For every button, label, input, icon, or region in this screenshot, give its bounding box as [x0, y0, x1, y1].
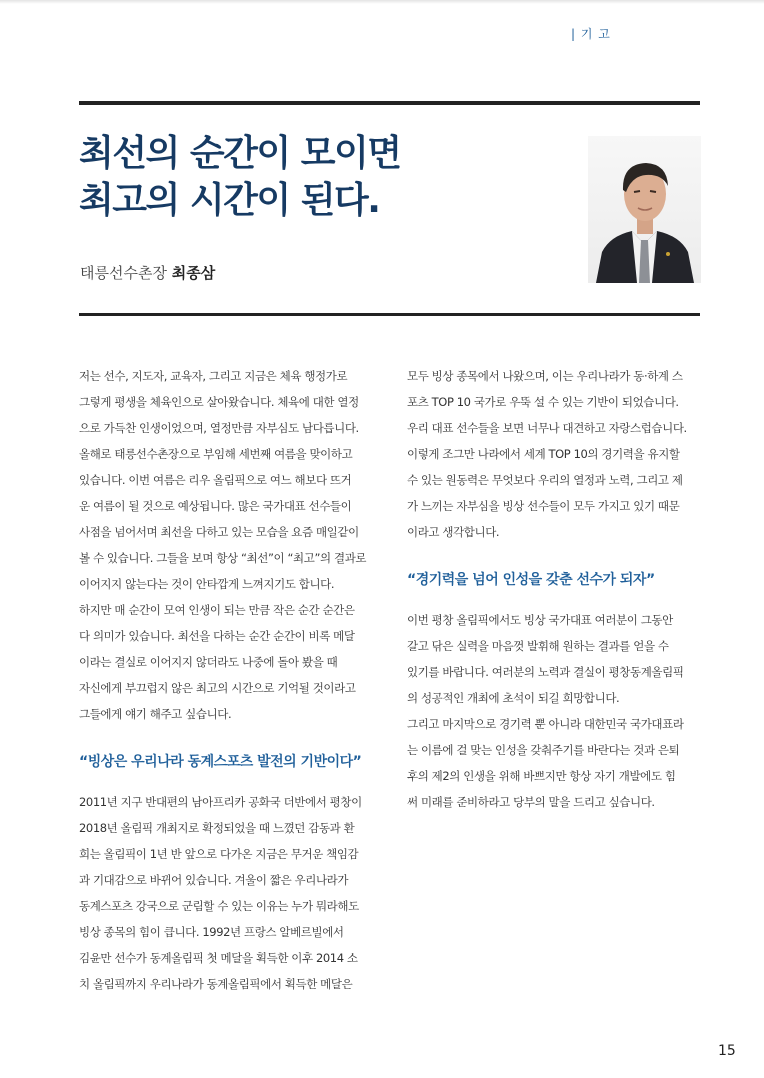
text-line: 수 있는 원동력은 무엇보다 우리의 열정과 노력, 그리고 제 — [407, 473, 683, 487]
page-top-edge — [0, 0, 764, 4]
left-subheading: “빙상은 우리나라 동계스포츠 발전의 기반이다” — [79, 754, 362, 770]
text-line: 이번 평창 올림픽에서도 빙상 국가대표 여러분이 그동안 — [407, 613, 673, 627]
text-line: 모두 빙상 종목에서 나왔으며, 이는 우리나라가 동·하계 스 — [407, 369, 683, 383]
text-line: 그리고 마지막으로 경기력 뿐 아니라 대한민국 국가대표라 — [407, 717, 684, 731]
right-subheading: “경기력을 넘어 인성을 갖춘 선수가 되자” — [407, 572, 655, 588]
right-paragraph-2 — [407, 607, 700, 815]
text-line: 올해로 태릉선수촌장으로 부임해 세번째 여름을 맞이하고 — [79, 447, 353, 461]
text-line: 볼 수 있습니다. 그들을 보며 항상 “최선”이 “최고”의 결과로 — [79, 551, 367, 565]
text-line: 이라고 생각합니다. — [407, 525, 500, 539]
text-line: 써 미래를 준비하라고 당부의 말을 드리고 싶습니다. — [407, 795, 655, 809]
text-line: 후의 제2의 인생을 위해 바쁘지만 항상 자기 개발에도 힘 — [407, 769, 676, 783]
text-line: 는 이름에 걸 맞는 인성을 갖춰주기를 바란다는 것과 은퇴 — [407, 743, 680, 757]
text-line: 갈고 닦은 실력을 마음껏 발휘해 원하는 결과를 얻을 수 — [407, 639, 669, 653]
text-line: 저는 선수, 지도자, 교육자, 그리고 지금은 체육 행정가로 — [79, 369, 348, 383]
section-tag: | 기 고 — [571, 27, 611, 41]
text-line: 그들에게 얘기 해주고 싶습니다. — [79, 707, 232, 721]
text-line: 김윤만 선수가 동계올림픽 첫 메달을 획득한 이후 2014 소 — [79, 951, 358, 965]
text-line: 2011년 지구 반대편의 남아프리카 공화국 더반에서 평창이 — [79, 795, 362, 809]
text-line: 이어지지 않는다는 것이 안타깝게 느껴지기도 합니다. — [79, 577, 335, 591]
page-number: 15 — [718, 1043, 736, 1059]
text-line: 자신에게 부끄럽지 않은 최고의 시간으로 기억될 것이라고 — [79, 681, 356, 695]
text-line: 이렇게 조그만 나라에서 세계 TOP 10의 경기력을 유지할 — [407, 447, 680, 461]
text-line: 의 성공적인 개최에 초석이 되길 희망합니다. — [407, 691, 620, 705]
text-line: 다 의미가 있습니다. 최선을 다하는 순간 순간이 비록 메달 — [79, 629, 355, 643]
text-line: 이라는 결실로 이어지지 않더라도 나중에 돌아 봤을 때 — [79, 655, 338, 669]
right-paragraph-1 — [407, 363, 700, 545]
text-line: 동계스포츠 강국으로 군림할 수 있는 이유는 누가 뭐라해도 — [79, 899, 359, 913]
title-line-2: 최고의 시간이 된다. — [79, 180, 380, 221]
byline-role: 태릉선수촌장 — [80, 264, 167, 282]
text-line: 포츠 TOP 10 국가로 우뚝 설 수 있는 기반이 되었습니다. — [407, 395, 679, 409]
text-line: 과 기대감으로 바뀌어 있습니다. 겨울이 짧은 우리나라가 — [79, 873, 349, 887]
portrait-illustration — [588, 136, 701, 283]
article-title — [79, 130, 559, 224]
text-line: 희는 올림픽이 1년 반 앞으로 다가온 지금은 무거운 책임감 — [79, 847, 359, 861]
title-top-rule — [79, 101, 700, 105]
author-portrait — [588, 136, 701, 283]
title-bottom-rule — [79, 313, 700, 316]
text-line: 하지만 매 순간이 모여 인생이 되는 만큼 작은 순간 순간은 — [79, 603, 355, 617]
text-line: 치 올림픽까지 우리나라가 동계올림픽에서 획득한 메달은 — [79, 977, 353, 991]
text-line: 2018년 올림픽 개최지로 확정되었을 때 느꼈던 감동과 환 — [79, 821, 355, 835]
text-line: 그렇게 평생을 체육인으로 살아왔습니다. 체육에 대한 열정 — [79, 395, 359, 409]
title-line-1: 최선의 순간이 모이면 — [79, 133, 401, 174]
left-paragraph-2 — [79, 789, 372, 997]
left-paragraph-1 — [79, 363, 372, 727]
text-line: 운 여름이 될 것으로 예상됩니다. 많은 국가대표 선수들이 — [79, 499, 352, 513]
byline-name: 최종삼 — [171, 264, 216, 282]
text-line: 빙상 종목의 힘이 큽니다. 1992년 프랑스 알베르빌에서 — [79, 925, 344, 939]
right-column — [407, 363, 700, 815]
text-line: 우리 대표 선수들을 보면 너무나 대견하고 자랑스럽습니다. — [407, 421, 687, 435]
text-line: 가 느끼는 자부심을 빙상 선수들이 모두 가지고 있기 때문 — [407, 499, 680, 513]
text-line: 있습니다. 이번 여름은 리우 올림픽으로 여느 해보다 뜨거 — [79, 473, 352, 487]
text-line: 사점을 넘어서며 최선을 다하고 있는 모습을 요즘 매일같이 — [79, 525, 359, 539]
text-line: 있기를 바랍니다. 여러분의 노력과 결실이 평창동계올림픽 — [407, 665, 684, 679]
text-line: 으로 가득찬 인생이었으며, 열정만큼 자부심도 남다릅니다. — [79, 421, 359, 435]
left-column — [79, 363, 372, 1019]
byline — [80, 262, 215, 283]
